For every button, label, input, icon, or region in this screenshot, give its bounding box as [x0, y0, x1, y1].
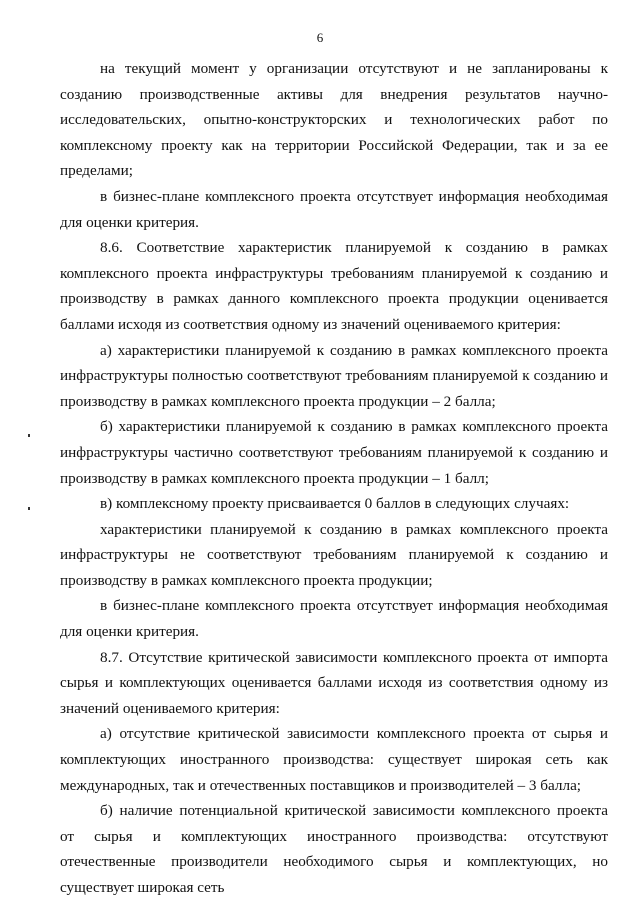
paragraph-section-8-7: 8.7. Отсутствие критической зависимости комплексного проекта от импорта сырья и комплектующих оценивается баллами исходя из соответствия одному из значений оцениваемого критерия:	[60, 648, 608, 717]
paragraph: б) характеристики планируемой к созданию в рамках комплексного проекта инфраструктуры частично соответствуют требованиям планируемой к созданию и производству в рамках комплексного проекта продукции – 1 балл;	[60, 418, 608, 487]
paragraph: в бизнес-плане комплексного проекта отсутствует информация необходимая для оценки критерия.	[60, 597, 608, 641]
paragraph: в бизнес-плане комплексного проекта отсутствует информация необходимая для оценки критерия.	[60, 187, 608, 231]
paragraph: в) комплексному проекту присваивается 0 баллов в следующих случаях:	[100, 495, 570, 513]
paragraph: а) отсутствие критической зависимости комплексного проекта от сырья и комплектующих иностранного производства: существует широкая сеть как международных, так и отечественных поставщиков и производителей – 3 балла;	[60, 725, 608, 794]
paragraph: б) наличие потенциальной критической зависимости комплексного проекта от сырья и комплектующих иностранного производства: отсутствуют отечественные производители необходимого сырья и комплектующих, но существует широкая сеть	[60, 802, 608, 896]
paragraph-section-8-6: 8.6. Соответствие характеристик планируемой к созданию в рамках комплексного проекта инфраструктуры требованиям планируемой к созданию и производству в рамках данного комплексного проекта продукции оценивается баллами исходя из соответствия одному из значений оцениваемого критерия:	[60, 239, 608, 333]
paragraph: на текущий момент у организации отсутствуют и не запланированы к созданию производственные активы для внедрения результатов научно-исследовательских, опытно-конструкторских и технологических работ по комплексному проекту как на территории Российской Федерации, так и за ее пределами;	[60, 60, 608, 180]
paragraph: а) характеристики планируемой к созданию в рамках комплексного проекта инфраструктуры полностью соответствуют требованиям планируемой к созданию и производству в рамках комплексного проекта продукции – 2 балла;	[60, 341, 608, 410]
scan-speck	[28, 507, 30, 510]
scan-speck	[28, 434, 30, 437]
paragraph: характеристики планируемой к созданию в рамках комплексного проекта инфраструктуры не соответствуют требованиям планируемой к созданию и производству в рамках комплексного проекта продукции;	[60, 520, 608, 589]
document-body	[60, 56, 608, 901]
page-number: 6	[316, 30, 324, 45]
